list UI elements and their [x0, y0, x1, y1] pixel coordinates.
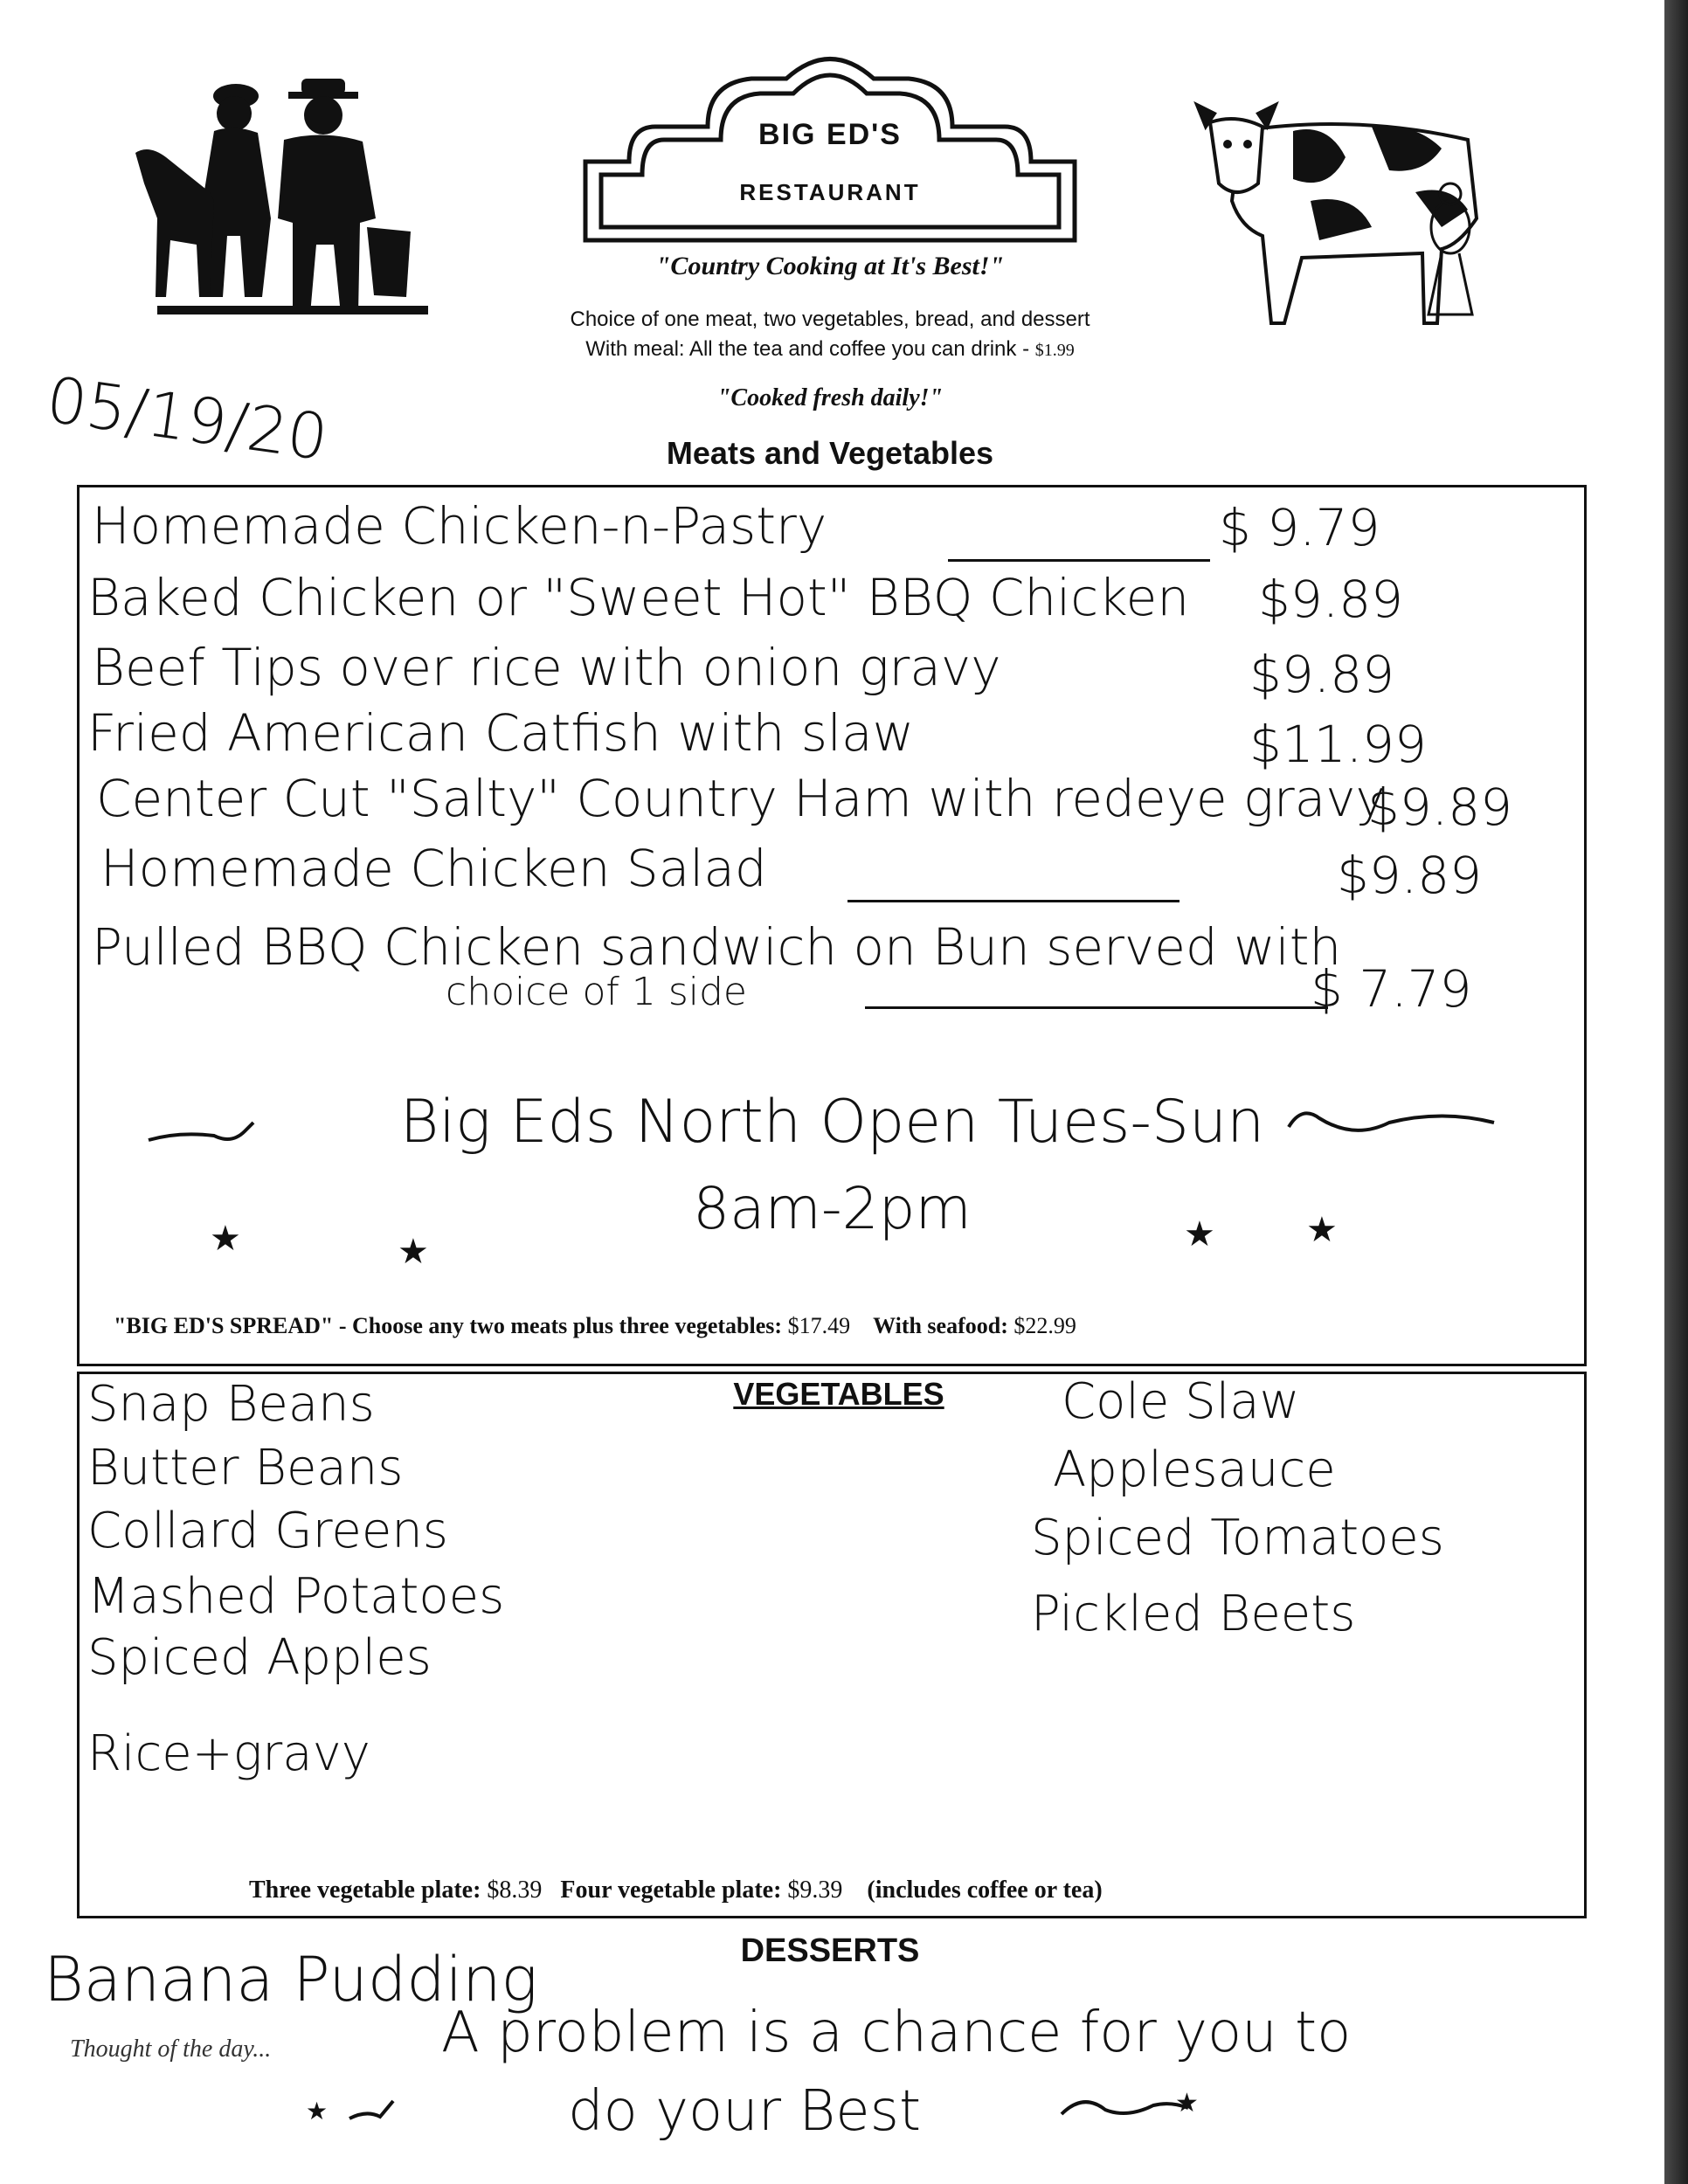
meat-item-name: Center Cut "Salty" Country Ham with redeye gravy	[96, 769, 1386, 828]
meat-item-price: $9.89	[1337, 846, 1483, 905]
restaurant-sub: RESTAURANT	[739, 179, 921, 205]
vegetable-item: Butter Beans	[87, 1440, 404, 1496]
deal-line-2-price: $1.99	[1034, 341, 1075, 360]
meat-item-name: Fried American Catfish with slaw	[87, 703, 915, 763]
star-decoration: ★	[398, 1233, 429, 1271]
star-decoration: ★	[210, 1220, 241, 1258]
vegetable-item: Mashed Potatoes	[87, 1568, 505, 1625]
meat-item-price: $11.99	[1249, 715, 1427, 774]
seafood-price: $22.99	[1013, 1313, 1076, 1338]
cow-milkmaid-icon	[1180, 96, 1512, 332]
restaurant-sign	[577, 48, 1083, 249]
three-plate-label: Three vegetable plate:	[249, 1876, 481, 1904]
seafood-label: With seafood:	[873, 1313, 1008, 1338]
meats-section-title: Meats and Vegetables	[666, 435, 994, 471]
meat-item-name: Homemade Chicken Salad	[100, 839, 767, 898]
vegetable-item: Rice+gravy	[87, 1725, 370, 1782]
page-shadow	[1664, 0, 1688, 2184]
vegetable-item: Pickled Beets	[1031, 1586, 1356, 1642]
vegetable-item: Spiced Apples	[87, 1629, 432, 1686]
vegetable-plate-prices	[249, 1876, 1103, 1904]
star-decoration: ★	[1184, 1215, 1215, 1254]
meat-item-name: Homemade Chicken-n-Pastry	[92, 496, 827, 556]
spread-price: $17.49	[787, 1313, 851, 1338]
fresh-tagline: "Cooked fresh daily!"	[716, 384, 944, 411]
star-decoration: ★	[1175, 2089, 1199, 2118]
meat-item-name: Pulled BBQ Chicken sandwich on Bun served with	[92, 917, 1342, 977]
meat-item-price: $ 7.79	[1311, 959, 1472, 1019]
handwritten-date: 05/19/20	[42, 363, 333, 475]
thought-line-2: do your Best	[568, 2079, 922, 2144]
meat-item-price: $9.89	[1367, 778, 1513, 837]
meat-item-price: $9.89	[1249, 645, 1395, 704]
vegetable-item: Applesauce	[1053, 1441, 1336, 1498]
tagline: "Country Cooking at It's Best!"	[655, 252, 1005, 280]
thought-line-1: A problem is a chance for you to	[441, 2001, 1352, 2065]
leader-line	[865, 1006, 1328, 1009]
deal-line-1: Choice of one meat, two vegetables, bread, and dessert	[570, 308, 1090, 331]
meat-item-price: $9.89	[1258, 570, 1404, 629]
deal-line-2	[411, 337, 1249, 362]
four-plate-label: Four vegetable plate:	[560, 1876, 782, 1904]
deal-line-2-text: With meal: All the tea and coffee you can drink -	[585, 337, 1030, 361]
leader-line	[948, 559, 1210, 562]
leader-line	[847, 900, 1180, 902]
spread-label: "BIG ED'S SPREAD" - Choose any two meats plus three vegetables:	[114, 1313, 783, 1338]
thought-label: Thought of the day...	[70, 2035, 272, 2063]
farmers-silhouette-icon	[131, 70, 437, 323]
vegetables-title: VEGETABLES	[733, 1376, 944, 1412]
restaurant-name: BIG ED'S	[758, 118, 902, 151]
vegetable-item: Collard Greens	[87, 1503, 448, 1559]
plate-includes-note: (includes coffee or tea)	[867, 1876, 1103, 1904]
vegetable-item: Snap Beans	[87, 1376, 375, 1433]
meat-item-name: Beef Tips over rice with onion gravy	[92, 638, 1001, 697]
star-decoration: ★	[306, 2098, 329, 2125]
meat-item-sub: choice of 1 side	[446, 970, 747, 1014]
meat-item-price: $ 9.79	[1219, 498, 1380, 557]
meat-item-name: Baked Chicken or "Sweet Hot" BBQ Chicken	[87, 568, 1190, 627]
spread-line	[114, 1313, 1564, 1339]
three-plate-price: $8.39	[487, 1876, 543, 1904]
dessert-item: Banana Pudding	[44, 1944, 538, 2015]
vegetable-item: Spiced Tomatoes	[1031, 1510, 1444, 1566]
squiggle-bottom-left	[345, 2092, 406, 2127]
vegetable-item: Cole Slaw	[1062, 1373, 1300, 1430]
star-decoration: ★	[1306, 1211, 1338, 1249]
north-location-announcement: Big Eds North Open Tues-Sun	[399, 1088, 1265, 1157]
four-plate-price: $9.39	[787, 1876, 843, 1904]
north-location-hours: 8am-2pm	[693, 1175, 972, 1242]
desserts-title: DESSERTS	[740, 1932, 920, 1969]
